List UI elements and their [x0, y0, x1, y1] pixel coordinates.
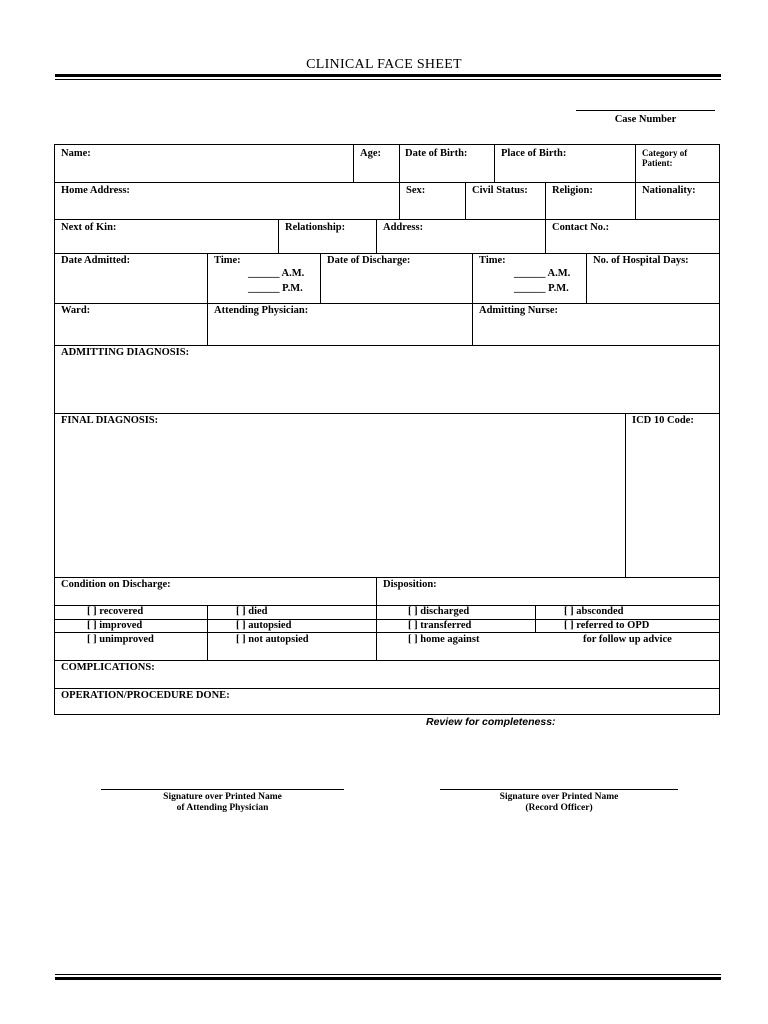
col-divider	[376, 577, 377, 605]
signature-caption-physician	[101, 792, 344, 814]
admit-am-field[interactable]: ______ A.M.	[248, 268, 305, 279]
option-improved[interactable]: [ ] improved	[87, 620, 143, 631]
admit-pm-field[interactable]: ______ P.M.	[248, 283, 303, 294]
option-not-autopsied[interactable]: [ ] not autopsied	[236, 634, 309, 645]
row-divider	[55, 182, 719, 183]
header-rule-thick	[55, 74, 721, 77]
home-address-label: Home Address:	[61, 185, 130, 196]
time-discharge-label: Time:	[479, 255, 506, 266]
category-label: Category of Patient:	[642, 148, 688, 168]
nationality-label: Nationality:	[642, 185, 696, 196]
row-divider	[55, 660, 719, 661]
col-divider	[353, 145, 354, 182]
time-admitted-label: Time:	[214, 255, 241, 266]
next-of-kin-label: Next of Kin:	[61, 222, 117, 233]
relationship-label: Relationship:	[285, 222, 346, 233]
follow-up-text: for follow up advice	[583, 634, 672, 645]
discharge-pm-field[interactable]: ______ P.M.	[514, 283, 569, 294]
hospital-days-label: No. of Hospital Days:	[593, 255, 689, 266]
option-absconded[interactable]: [ ] absconded	[564, 606, 624, 617]
col-divider	[494, 145, 495, 182]
option-home-against[interactable]: [ ] home against	[408, 634, 480, 645]
age-label: Age:	[360, 148, 381, 159]
option-unimproved[interactable]: [ ] unimproved	[87, 634, 154, 645]
name-label: Name:	[61, 148, 91, 159]
option-transferred[interactable]: [ ] transferred	[408, 620, 472, 631]
col-divider	[635, 145, 636, 182]
option-recovered[interactable]: [ ] recovered	[87, 606, 144, 617]
col-divider	[472, 303, 473, 345]
operation-procedure-label: OPERATION/PROCEDURE DONE:	[61, 690, 230, 701]
col-divider	[207, 605, 208, 660]
col-divider	[399, 182, 400, 219]
option-autopsied[interactable]: [ ] autopsied	[236, 620, 292, 631]
case-number-label: Case Number	[614, 114, 677, 125]
option-discharged[interactable]: [ ] discharged	[408, 606, 470, 617]
signature-line-physician[interactable]	[101, 789, 344, 790]
col-divider	[207, 303, 208, 345]
signature-caption-line1: Signature over Printed Name	[163, 792, 282, 802]
signature-caption-line2: (Record Officer)	[525, 803, 593, 813]
option-died[interactable]: [ ] died	[236, 606, 268, 617]
row-divider	[55, 219, 719, 220]
col-divider	[586, 253, 587, 303]
col-divider	[207, 253, 208, 303]
row-divider	[55, 345, 719, 346]
footer-rule-thick	[55, 977, 721, 980]
row-divider	[55, 253, 719, 254]
final-diagnosis-label: FINAL DIAGNOSIS:	[61, 415, 159, 426]
complications-label: COMPLICATIONS:	[61, 662, 155, 673]
signature-caption-line2: of Attending Physician	[176, 803, 269, 813]
header-rule-thin	[55, 79, 721, 80]
condition-on-discharge-label: Condition on Discharge:	[61, 579, 171, 590]
col-divider	[545, 182, 546, 219]
date-admitted-label: Date Admitted:	[61, 255, 131, 266]
religion-label: Religion:	[552, 185, 593, 196]
col-divider	[535, 605, 536, 633]
admitting-diagnosis-label: ADMITTING DIAGNOSIS:	[61, 347, 190, 358]
page-title: CLINICAL FACE SHEET	[306, 57, 462, 72]
ward-label: Ward:	[61, 305, 91, 316]
review-label: Review for completeness:	[426, 716, 556, 728]
col-divider	[278, 219, 279, 253]
col-divider	[376, 605, 377, 660]
row-divider	[55, 413, 719, 414]
col-divider	[545, 219, 546, 253]
col-divider	[625, 413, 626, 577]
row-divider	[55, 688, 719, 689]
face-sheet-form	[54, 144, 720, 715]
footer-rule-thin	[55, 974, 721, 975]
place-of-birth-label: Place of Birth:	[501, 148, 567, 159]
col-divider	[320, 253, 321, 303]
col-divider	[472, 253, 473, 303]
discharge-am-field[interactable]: ______ A.M.	[514, 268, 571, 279]
option-referred-to-opd[interactable]: [ ] referred to OPD	[564, 620, 650, 631]
icd-code-label: ICD 10 Code:	[632, 415, 694, 426]
row-divider	[55, 577, 719, 578]
col-divider	[399, 145, 400, 182]
address-label: Address:	[383, 222, 424, 233]
signature-caption-line1: Signature over Printed Name	[499, 792, 619, 802]
sex-label: Sex:	[406, 185, 426, 196]
signature-caption-record-officer	[440, 792, 678, 814]
attending-physician-label: Attending Physician:	[214, 305, 309, 316]
disposition-label: Disposition:	[383, 579, 437, 590]
row-divider	[55, 303, 719, 304]
col-divider	[376, 219, 377, 253]
admitting-nurse-label: Admitting Nurse:	[479, 305, 559, 316]
col-divider	[465, 182, 466, 219]
option-divider	[55, 632, 719, 633]
case-number-field[interactable]	[576, 110, 715, 111]
signature-line-record-officer[interactable]	[440, 789, 678, 790]
contact-label: Contact No.:	[552, 222, 610, 233]
col-divider	[635, 182, 636, 219]
civil-status-label: Civil Status:	[472, 185, 528, 196]
date-of-birth-label: Date of Birth:	[405, 148, 468, 159]
date-of-discharge-label: Date of Discharge:	[327, 255, 411, 266]
